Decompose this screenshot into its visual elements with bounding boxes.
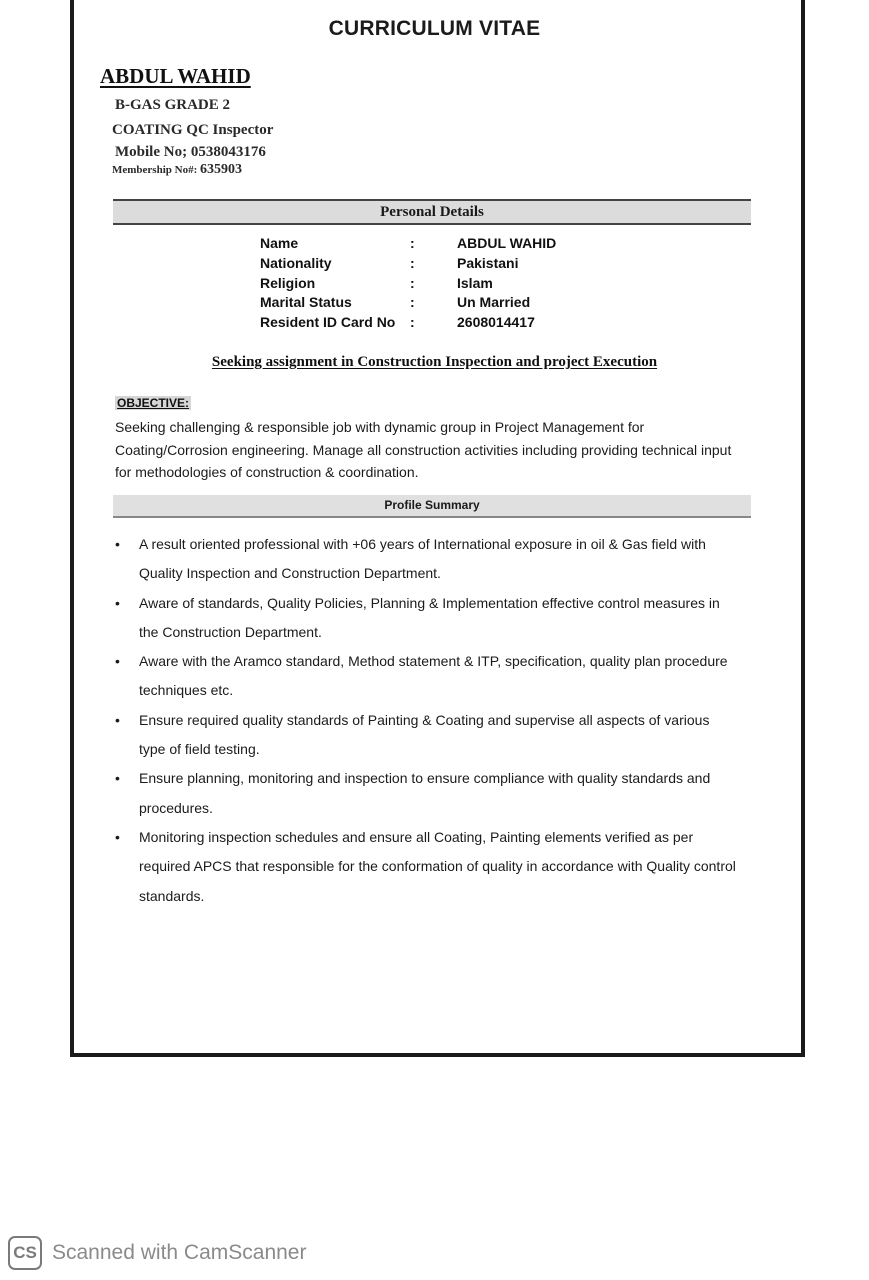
detail-label: Resident ID Card No [260,314,396,330]
bullet-icon: • [115,770,120,787]
watermark-text: Scanned with CamScanner [52,1241,307,1264]
detail-label: Religion [260,275,316,291]
list-item [113,764,738,823]
membership-label: Membership No#: [112,164,198,176]
membership-number: 635903 [200,162,242,177]
personal-details-heading: Personal Details [113,199,751,225]
candidate-role: COATING QC Inspector [112,122,274,138]
detail-colon: : [410,275,415,291]
detail-value: Pakistani [457,255,519,271]
candidate-membership [112,162,242,178]
detail-colon: : [410,255,415,271]
list-item-text: Ensure required quality standards of Painting & Coating and supervise all aspects of various type of field testing. [139,711,710,758]
list-item-text: Ensure planning, monitoring and inspection to ensure compliance with quality standards and procedures. [139,770,711,816]
candidate-mobile: Mobile No; 0538043176 [115,144,266,160]
list-item [113,647,738,706]
bullet-icon: • [115,653,120,670]
list-item-text: Monitoring inspection schedules and ensure all Coating, Painting elements verified as per required APCS that responsible for the conformation of quality in accordance with Quality control standards. [139,828,736,904]
detail-label: Marital Status [260,294,352,310]
objective-heading: OBJECTIVE: [117,396,190,410]
camscanner-logo-icon: CS [8,1236,42,1270]
objective-text: Seeking challenging & responsible job with dynamic group in Project Management for Coating/Corrosion engineering. Manage all construction activities including providing technical input for methodologies of construction & coordination. [115,419,732,480]
candidate-name: ABDUL WAHID [100,64,251,88]
candidate-grade: B-GAS GRADE 2 [115,97,231,113]
detail-colon: : [410,294,415,310]
list-item [113,589,738,648]
document-title: CURRICULUM VITAE [328,17,541,40]
list-item-text: Aware with the Aramco standard, Method statement & ITP, specification, quality plan procedure techniques etc. [139,653,728,699]
list-item [113,823,738,911]
profile-summary-list [113,530,738,911]
profile-summary-heading: Profile Summary [113,495,751,518]
bullet-icon: • [115,536,120,552]
list-item-text: Aware of standards, Quality Policies, Planning & Implementation effective control measures in the Construction Department. [139,594,720,640]
bullet-icon: • [115,711,120,728]
detail-colon: : [410,314,415,330]
list-item [113,530,738,589]
detail-value: 2608014417 [457,314,535,330]
list-item [113,706,738,765]
detail-value: ABDUL WAHID [457,235,557,251]
detail-label: Nationality [260,255,332,271]
seeking-statement: Seeking assignment in Construction Inspection and project Execution [211,354,658,370]
list-item-text: A result oriented professional with +06 years of International exposure in oil & Gas field with Quality Inspection and Construction Department. [139,536,706,582]
bullet-icon: • [115,828,120,845]
bullet-icon: • [115,594,120,611]
detail-value: Islam [457,275,493,291]
detail-value: Un Married [457,294,531,310]
detail-label: Name [260,235,299,251]
detail-colon: : [410,235,415,251]
